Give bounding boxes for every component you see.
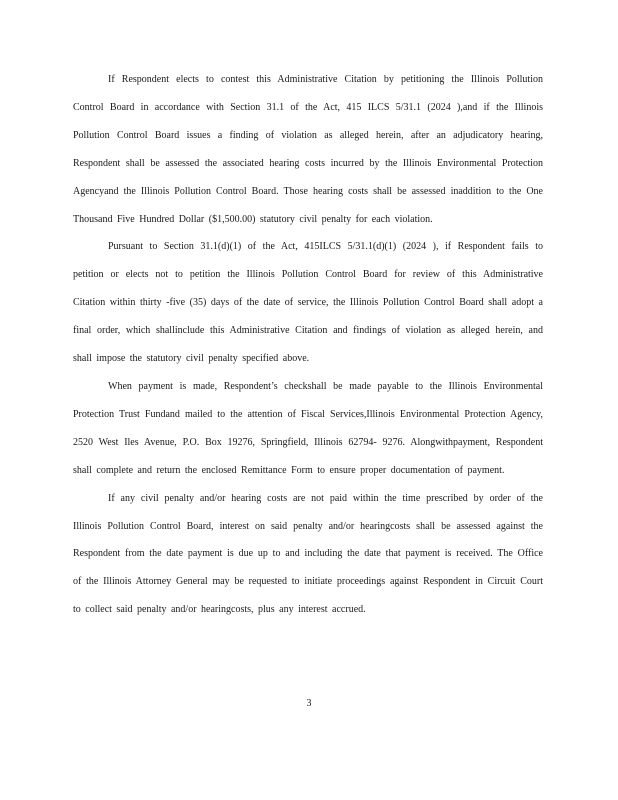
page-number: 3 (306, 698, 312, 709)
paragraph-payment-instructions: When payment is made, Respondent’s checkshall be made payable to the Illinois Environmental Protection Trust Fundand mailed to the attention of Fiscal Services,Illinois Environmental Protection Agency, 2520 West Iles Avenue, P.O. Box 19276, Springfield, Illinois 62794- 9276. Alongwithpayment, Respondent shall complete and return the enclosed Remittance Form to ensure proper documentation of payment. (73, 380, 543, 476)
paragraph-final-order: Pursuant to Section 31.1(d)(1) of the Act, 415ILCS 5/31.1(d)(1) (2024 ), if Respondent fails to petition or elects not to petition the Illinois Pollution Control Board for review of this Administrative Citation within thirty -five (35) days of the date of service, the Illinois Pollution Control Board shall adopt a final order, which shallinclude this Administrative Citation and findings of violation as alleged herein, and shall impose the statutory civil penalty specified above. (73, 241, 543, 365)
document-body (73, 66, 543, 624)
paragraph-contest-citation: If Respondent elects to contest this Administrative Citation by petitioning the Illinois Pollution Control Board in accordance with Section 31.1 of the Act, 415 ILCS 5/31.1 (2024 ),and if the Illinois Pollution Control Board issues a finding of violation as alleged herein, after an adjudicatory hearing, Respondent shall be assessed the associated hearing costs incurred by the Illinois Environmental Protection Agencyand the Illinois Pollution Control Board. Those hearing costs shall be assessed inaddition to the One Thousand Five Hundred Dollar ($1,500.00) statutory civil penalty for each violation. (73, 74, 543, 225)
paragraph-unpaid-penalty: If any civil penalty and/or hearing costs are not paid within the time prescribed by order of the Illinois Pollution Control Board, interest on said penalty and/or hearingcosts shall be assessed against the Respondent from the date payment is due up to and including the date that payment is received. The Office of the Illinois Attorney General may be requested to initiate proceedings against Respondent in Circuit Court to collect said penalty and/or hearingcosts, plus any interest accrued. (73, 492, 543, 616)
